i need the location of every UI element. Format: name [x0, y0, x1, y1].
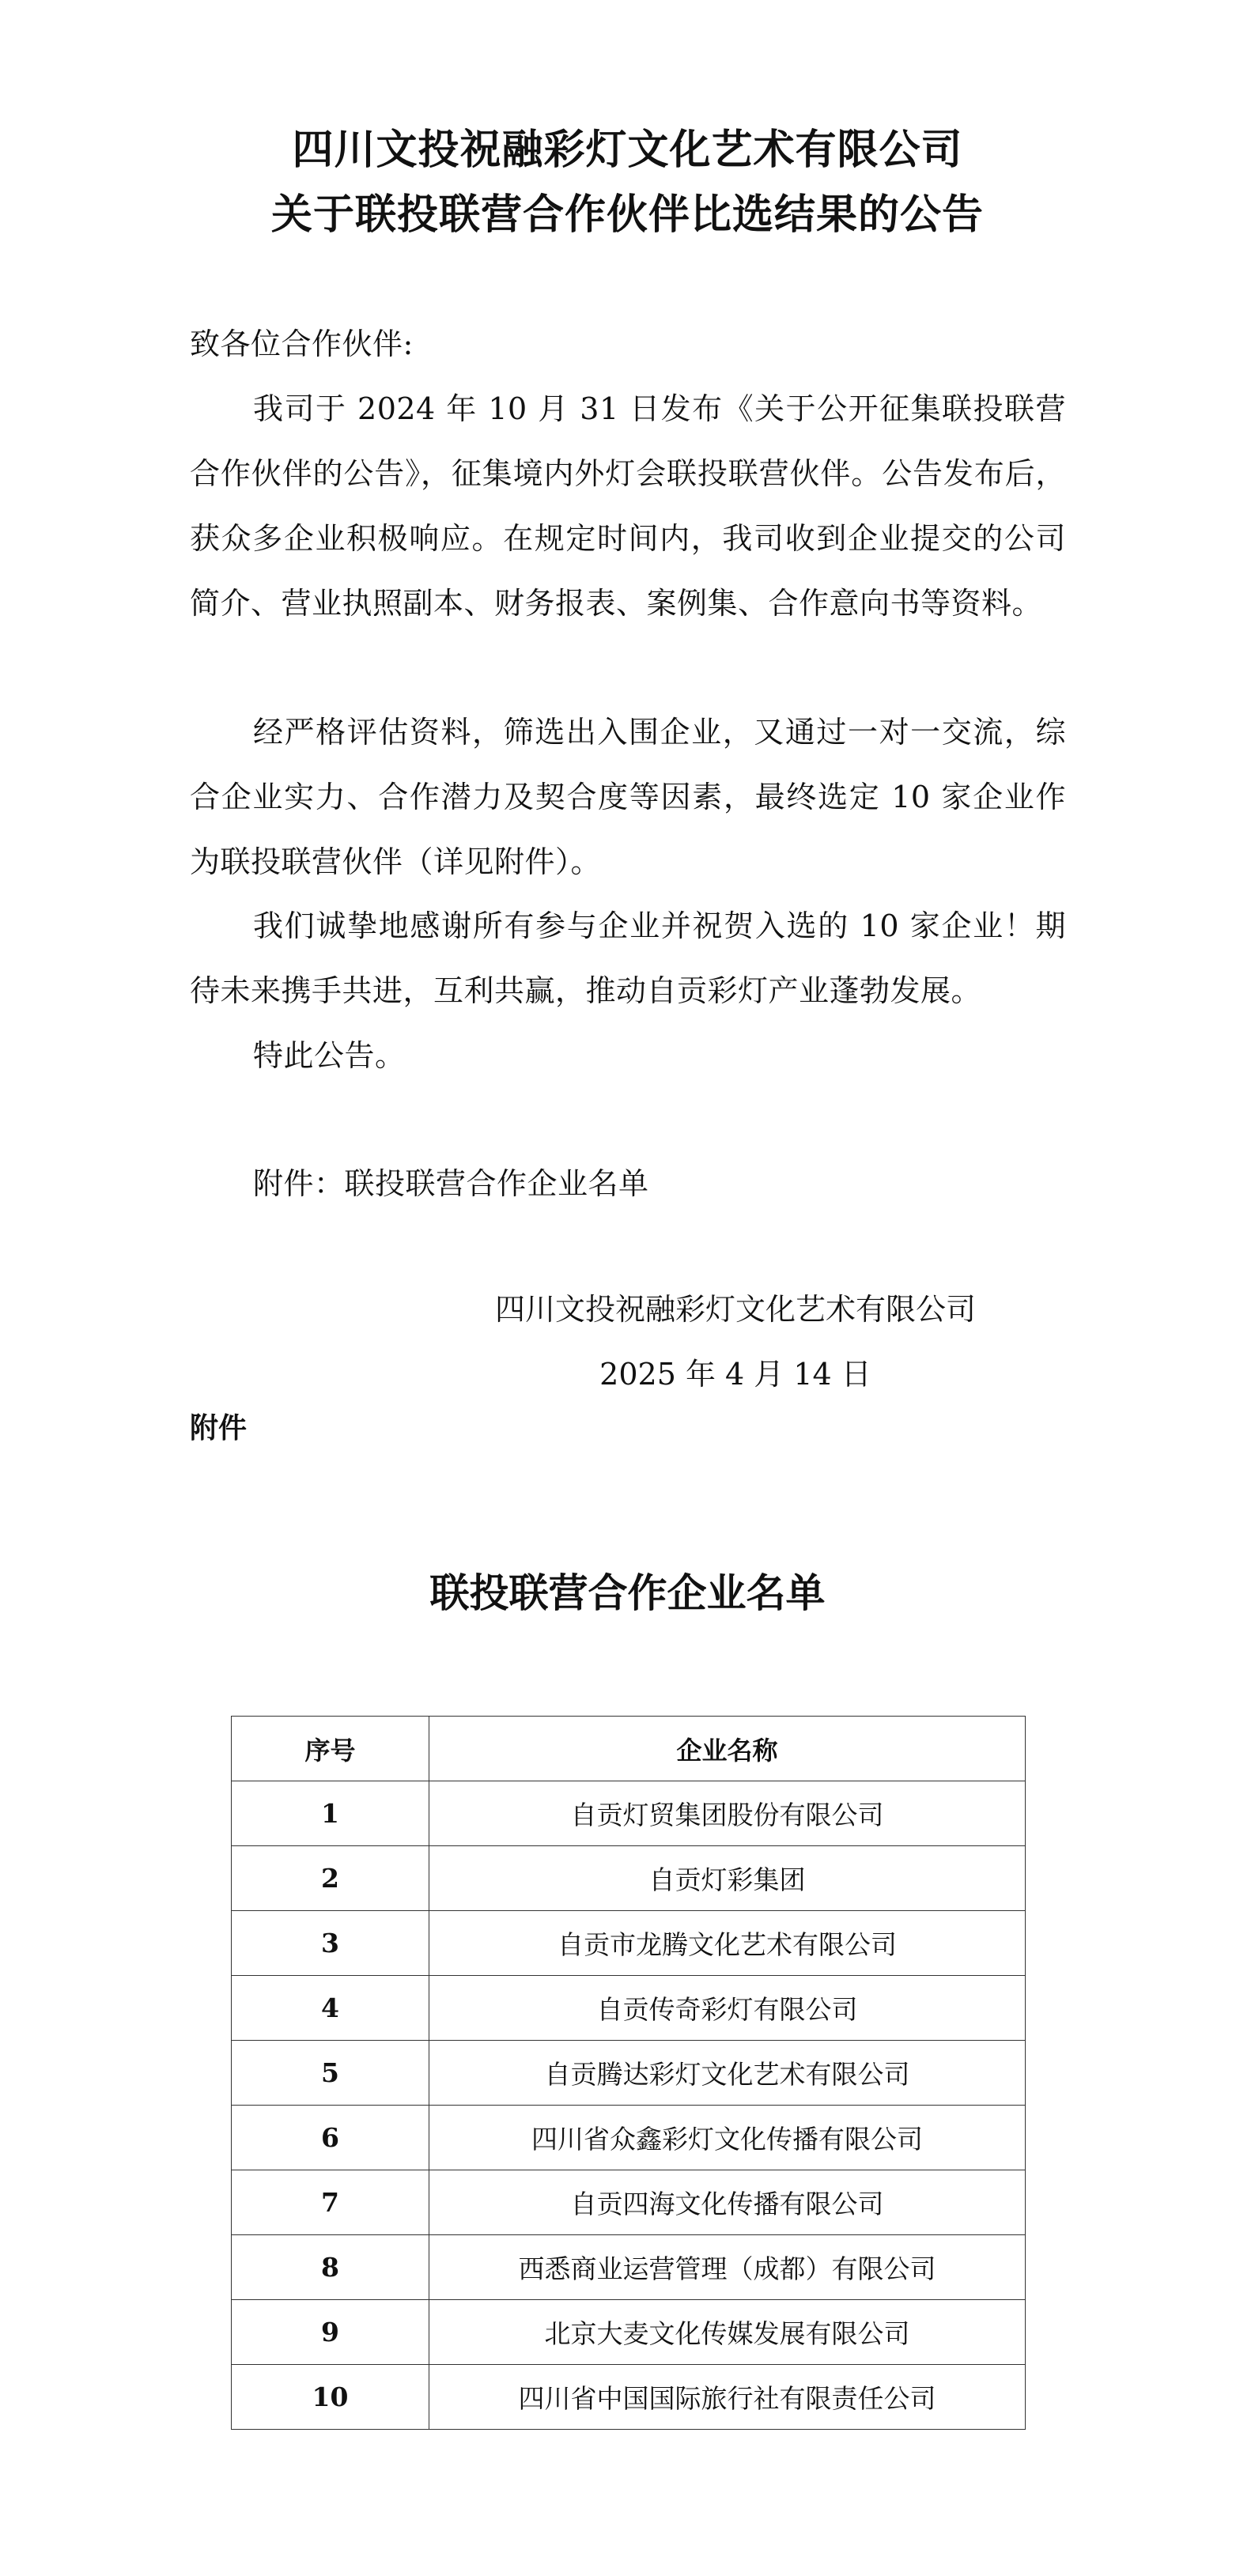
header-index: 序号 [232, 1717, 429, 1781]
table-row [232, 1911, 1026, 1976]
document-title-line1: 四川文投祝融彩灯文化艺术有限公司 [292, 127, 963, 174]
table-row [232, 2170, 1026, 2235]
row-company-name: 自贡传奇彩灯有限公司 [429, 1976, 1026, 2041]
row-company-name: 自贡四海文化传播有限公司 [429, 2170, 1026, 2235]
paragraph-thanks: 我们诚挚地感谢所有参与企业并祝贺入选的 10 家企业！期待未来携手共进，互利共赢，推动自贡彩灯产业蓬勃发展。 [190, 908, 1066, 1008]
row-index: 6 [232, 2106, 429, 2170]
row-index: 2 [232, 1846, 429, 1911]
company-list-title: 联投联营合作企业名单 [429, 1570, 826, 1616]
table-row [232, 2300, 1026, 2365]
table-row [232, 2365, 1026, 2430]
row-index: 5 [232, 2041, 429, 2106]
row-company-name: 自贡灯贸集团股份有限公司 [429, 1781, 1026, 1846]
attachment-reference: 附件：联投联营合作企业名单 [253, 1166, 649, 1201]
table-row [232, 1976, 1026, 2041]
row-company-name: 北京大麦文化传媒发展有限公司 [429, 2300, 1026, 2365]
signature-company: 四川文投祝融彩灯文化艺术有限公司 [494, 1292, 976, 1327]
table-row [232, 1846, 1026, 1911]
signature-date: 2025 年 4 月 14 日 [599, 1357, 871, 1392]
row-company-name: 西悉商业运营管理（成都）有限公司 [429, 2235, 1026, 2300]
salutation: 致各位合作伙伴: [190, 327, 414, 361]
paragraph-closing: 特此公告。 [253, 1038, 406, 1073]
table-row [232, 1781, 1026, 1846]
row-index: 7 [232, 2170, 429, 2235]
row-index: 1 [232, 1781, 429, 1846]
row-index: 3 [232, 1911, 429, 1976]
row-company-name: 四川省中国国际旅行社有限责任公司 [429, 2365, 1026, 2430]
paragraph-announcement: 我司于 2024 年 10 月 31 日发布《关于公开征集联投联营合作伙伴的公告》，征集境内外灯会联投联营伙伴。公告发布后，获众多企业积极响应。在规定时间内，我司收到企业提交的公司简介、营业执照副本、财务报表、案例集、合作意向书等资料。 [190, 391, 1066, 621]
paragraph-evaluation: 经严格评估资料，筛选出入围企业，又通过一对一交流，综合企业实力、合作潜力及契合度等因素，最终选定 10 家企业作为联投联营伙伴（详见附件）。 [190, 715, 1066, 879]
row-company-name: 自贡腾达彩灯文化艺术有限公司 [429, 2041, 1026, 2106]
row-company-name: 自贡灯彩集团 [429, 1846, 1026, 1911]
table-row [232, 2041, 1026, 2106]
row-index: 9 [232, 2300, 429, 2365]
row-index: 4 [232, 1976, 429, 2041]
table-row [232, 2235, 1026, 2300]
row-company-name: 四川省众鑫彩灯文化传播有限公司 [429, 2106, 1026, 2170]
company-table [231, 1716, 1026, 2430]
row-index: 10 [232, 2365, 429, 2430]
row-index: 8 [232, 2235, 429, 2300]
attachment-label: 附件 [190, 1412, 248, 1445]
header-company-name: 企业名称 [429, 1717, 1026, 1781]
document-title-line2: 关于联投联营合作伙伴比选结果的公告 [270, 191, 984, 239]
row-company-name: 自贡市龙腾文化艺术有限公司 [429, 1911, 1026, 1976]
table-row [232, 2106, 1026, 2170]
table-header-row [232, 1717, 1026, 1781]
